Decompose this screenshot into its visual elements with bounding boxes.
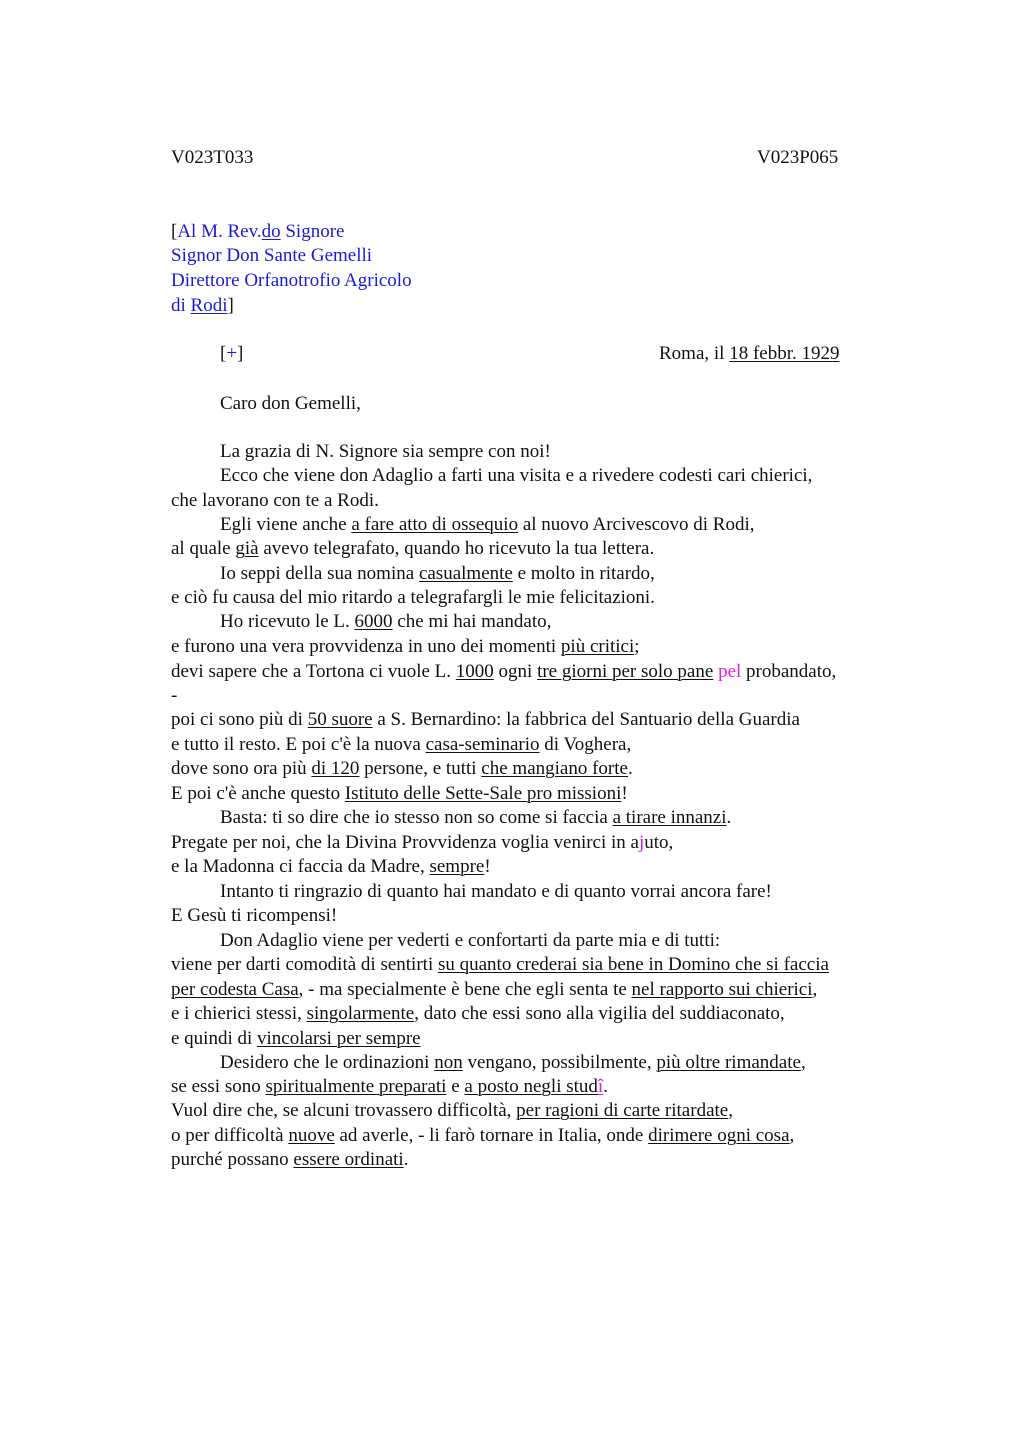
body-line: e ciò fu causa del mio ritardo a telegrafargli le mie felicitazioni. [171, 587, 655, 608]
body-line: viene per darti comodità di sentirti su quanto crederai sia bene in Domino che si faccia [171, 954, 829, 975]
body-line: e furono una vera provvidenza in uno dei momenti più critici; [171, 636, 640, 657]
body-line: Io seppi della sua nomina casualmente e molto in ritardo, [220, 563, 655, 584]
salutation: Caro don Gemelli, [220, 393, 361, 414]
address-line-3: Direttore Orfanotrofio Agricolo [171, 270, 412, 291]
body-line: La grazia di N. Signore sia sempre con noi! [220, 441, 551, 462]
address-line-1: [Al M. Rev.do Signore [171, 221, 345, 242]
body-line: Vuol dire che, se alcuni trovassero difficoltà, per ragioni di carte ritardate, [171, 1100, 733, 1121]
body-line: devi sapere che a Tortona ci vuole L. 1000 ogni tre giorni per solo pane pel probandato, [171, 661, 837, 682]
body-line: Desidero che le ordinazioni non vengano, possibilmente, più oltre rimandate, [220, 1052, 806, 1073]
address-line-2: Signor Don Sante Gemelli [171, 245, 373, 266]
body-line: che lavorano con te a Rodi. [171, 490, 379, 511]
dateline: Roma, il 18 febbr. 1929 [659, 343, 840, 364]
body-line: Ho ricevuto le L. 6000 che mi hai mandato, [220, 611, 552, 632]
body-line: Egli viene anche a fare atto di ossequio al nuovo Arcivescovo di Rodi, [220, 514, 755, 535]
body-line: e tutto il resto. E poi c'è la nuova casa-seminario di Voghera, [171, 734, 632, 755]
body-line: dove sono ora più di 120 persone, e tutti che mangiano forte. [171, 758, 633, 779]
body-line: Don Adaglio viene per vederti e confortarti da parte mia e di tutti: [220, 930, 721, 951]
body-line: o per difficoltà nuove ad averle, - li farò tornare in Italia, onde dirimere ogni cosa, [171, 1125, 795, 1146]
body-line: Ecco che viene don Adaglio a farti una visita e a rivedere codesti cari chierici, [220, 465, 813, 486]
body-line: poi ci sono più di 50 suore a S. Bernardino: la fabbrica del Santuario della Guardia [171, 709, 800, 730]
body-line: Pregate per noi, che la Divina Provvidenza voglia venirci in ajuto, [171, 832, 674, 853]
body-line: se essi sono spiritualmente preparati e a posto negli studî. [171, 1076, 608, 1097]
body-line: e i chierici stessi, singolarmente, dato che essi sono alla vigilia del suddiaconato, [171, 1003, 785, 1024]
body-line: - [171, 685, 178, 706]
cross-mark: [+] [220, 343, 244, 364]
body-line: E Gesù ti ricompensi! [171, 905, 338, 926]
document-code-left: V023T033 [171, 147, 254, 168]
body-line: al quale già avevo telegrafato, quando ho ricevuto la tua lettera. [171, 538, 655, 559]
body-line: e la Madonna ci faccia da Madre, sempre! [171, 856, 491, 877]
body-line: e quindi di vincolarsi per sempre [171, 1028, 421, 1049]
page-code-right: V023P065 [757, 147, 839, 168]
body-line: per codesta Casa, - ma specialmente è bene che egli senta te nel rapporto sui chierici, [171, 979, 818, 1000]
address-line-4: di Rodi] [171, 295, 234, 316]
body-line: Intanto ti ringrazio di quanto hai mandato e di quanto vorrai ancora fare! [220, 881, 772, 902]
body-line: Basta: ti so dire che io stesso non so come si faccia a tirare innanzi. [220, 807, 732, 828]
body-line: E poi c'è anche questo Istituto delle Sette-Sale pro missioni! [171, 783, 628, 804]
body-line: purché possano essere ordinati. [171, 1149, 409, 1170]
